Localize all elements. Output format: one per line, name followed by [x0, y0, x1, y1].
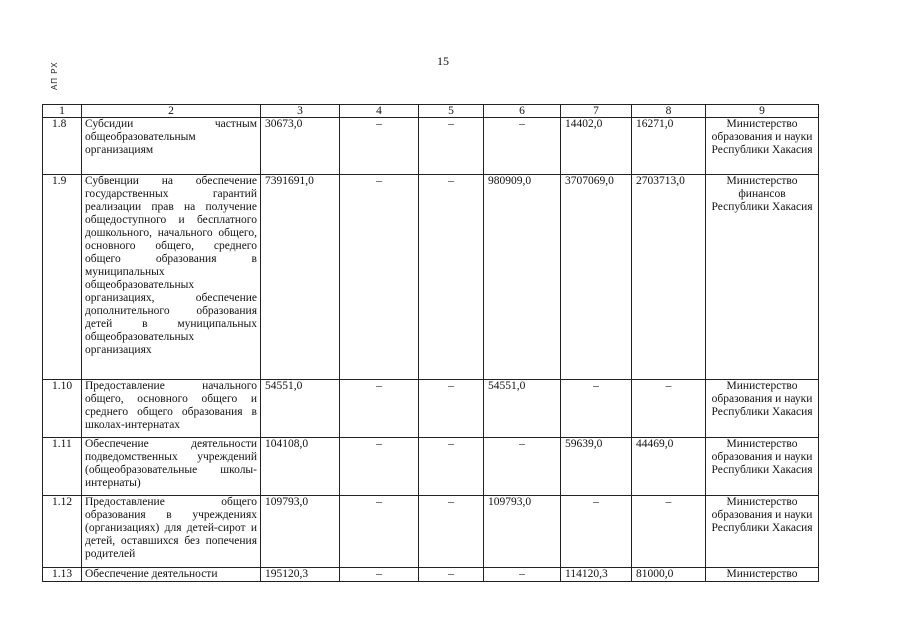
row-col4: –	[340, 496, 419, 568]
row-description: Субвенции на обеспечение государственных гарантий реализации прав на получение общедоступного и бесплатного дошкольного, начального общего, основного общего, среднего общего образования в муниципальных общеобразовательных организациях, обеспечение дополнительного образования детей в муниципальных общеобразовательных организациях	[82, 175, 261, 380]
row-col8: –	[632, 496, 706, 568]
row-col7: 59639,0	[561, 438, 632, 496]
page-number: 15	[437, 54, 449, 68]
column-header-5: 5	[419, 105, 484, 118]
row-col8: –	[632, 380, 706, 438]
row-col8: 44469,0	[632, 438, 706, 496]
row-col8: 81000,0	[632, 568, 706, 582]
row-number: 1.9	[43, 175, 82, 380]
row-col4: –	[340, 438, 419, 496]
row-ministry: Министерство образования и науки Республики Хакасия	[706, 496, 819, 568]
row-description: Предоставление общего образования в учреждениях (организациях) для детей-сирот и детей, оставшихся без попечения родителей	[82, 496, 261, 568]
row-col4: –	[340, 568, 419, 582]
row-description: Предоставление начального общего, основного общего и среднего общего образования в школах-интернатах	[82, 380, 261, 438]
row-col7: 114120,3	[561, 568, 632, 582]
archive-stamp: АП РХ	[50, 61, 59, 90]
row-col5: –	[419, 438, 484, 496]
row-description: Обеспечение деятельности	[82, 568, 261, 582]
budget-table-container	[42, 104, 820, 588]
row-number: 1.13	[43, 568, 82, 582]
column-header-3: 3	[261, 105, 340, 118]
row-col4: –	[340, 175, 419, 380]
table-row	[43, 175, 819, 380]
row-col7: 14402,0	[561, 118, 632, 175]
row-total: 195120,3	[261, 568, 340, 582]
row-number: 1.11	[43, 438, 82, 496]
row-description: Обеспечение деятельности подведомственных учреждений (общеобразовательные школы-интернаты)	[82, 438, 261, 496]
row-col6: –	[484, 438, 561, 496]
row-col8: 2703713,0	[632, 175, 706, 380]
column-header-6: 6	[484, 105, 561, 118]
row-col8: 16271,0	[632, 118, 706, 175]
row-number: 1.12	[43, 496, 82, 568]
row-col5: –	[419, 496, 484, 568]
row-col6: 980909,0	[484, 175, 561, 380]
row-col5: –	[419, 118, 484, 175]
table-row	[43, 568, 819, 582]
row-number: 1.8	[43, 118, 82, 175]
table-row	[43, 118, 819, 175]
column-header-8: 8	[632, 105, 706, 118]
column-header-9: 9	[706, 105, 819, 118]
row-number: 1.10	[43, 380, 82, 438]
row-ministry: Министерство образования и науки Республики Хакасия	[706, 380, 819, 438]
table-header-row	[43, 105, 819, 118]
row-col4: –	[340, 118, 419, 175]
row-col4: –	[340, 380, 419, 438]
row-ministry: Министерство финансов Республики Хакасия	[706, 175, 819, 380]
row-ministry: Министерство	[706, 568, 819, 582]
row-total: 104108,0	[261, 438, 340, 496]
row-col6: 54551,0	[484, 380, 561, 438]
row-description: Субсидии частным общеобразовательным организациям	[82, 118, 261, 175]
table-row	[43, 496, 819, 568]
table-row	[43, 380, 819, 438]
budget-table	[42, 104, 819, 582]
row-col6: –	[484, 118, 561, 175]
row-ministry: Министерство образования и науки Республики Хакасия	[706, 438, 819, 496]
row-col6: 109793,0	[484, 496, 561, 568]
row-total: 30673,0	[261, 118, 340, 175]
column-header-7: 7	[561, 105, 632, 118]
row-col7: –	[561, 496, 632, 568]
row-col6: –	[484, 568, 561, 582]
row-col5: –	[419, 380, 484, 438]
column-header-4: 4	[340, 105, 419, 118]
row-col5: –	[419, 568, 484, 582]
row-total: 54551,0	[261, 380, 340, 438]
row-col7: –	[561, 380, 632, 438]
row-col7: 3707069,0	[561, 175, 632, 380]
row-ministry: Министерство образования и науки Республики Хакасия	[706, 118, 819, 175]
row-total: 7391691,0	[261, 175, 340, 380]
table-row	[43, 438, 819, 496]
row-col5: –	[419, 175, 484, 380]
column-header-1: 1	[43, 105, 82, 118]
row-total: 109793,0	[261, 496, 340, 568]
column-header-2: 2	[82, 105, 261, 118]
